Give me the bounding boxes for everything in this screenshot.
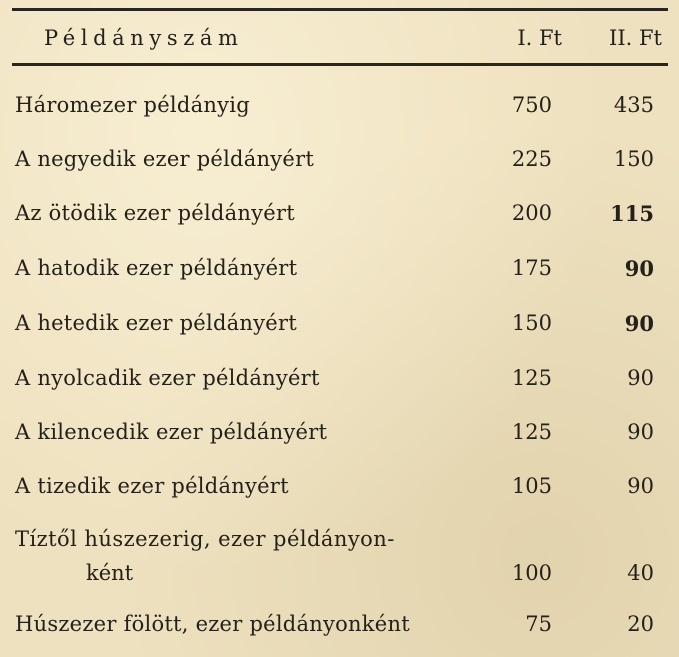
row-price-1: 225 <box>511 147 552 171</box>
row-price-1: 105 <box>511 474 552 498</box>
row-price-1: 175 <box>511 256 552 280</box>
table-header-rule <box>12 63 668 66</box>
table-header <box>0 12 679 62</box>
row-price-2: 90 <box>624 256 654 281</box>
row-price-2: 115 <box>610 201 654 226</box>
row-price-1: 150 <box>511 311 552 335</box>
row-label: Az ötödik ezer példányért <box>15 201 295 225</box>
row-label-line-1: Tíztől húszezerig, ezer példányon- <box>15 527 395 551</box>
row-price-2: 90 <box>627 366 654 390</box>
table-row <box>0 526 679 590</box>
row-label: A hetedik ezer példányért <box>15 311 297 335</box>
row-price-1: 75 <box>525 612 552 636</box>
header-copies: Példányszám <box>44 26 244 50</box>
row-label: A hatodik ezer példányért <box>15 256 298 280</box>
row-price-2: 90 <box>627 474 654 498</box>
row-label: A kilencedik ezer példányért <box>15 420 328 444</box>
row-price-2: 435 <box>613 93 654 117</box>
row-label-line-2: ként <box>86 561 134 585</box>
table-top-rule <box>12 8 668 11</box>
header-price-2: II. Ft <box>609 26 662 50</box>
row-price-1: 100 <box>511 561 552 585</box>
row-price-2: 90 <box>624 311 654 336</box>
row-price-2: 40 <box>627 561 654 585</box>
row-price-2: 150 <box>613 147 654 171</box>
row-price-2: 90 <box>627 420 654 444</box>
row-price-1: 200 <box>511 201 552 225</box>
row-label: Húszezer fölött, ezer példányonként <box>15 612 410 636</box>
row-price-2: 20 <box>627 612 654 636</box>
row-label: A tizedik ezer példányért <box>15 474 289 498</box>
row-label: A negyedik ezer példányért <box>15 147 315 171</box>
header-price-1: I. Ft <box>517 26 562 50</box>
row-price-1: 750 <box>511 93 552 117</box>
row-price-1: 125 <box>511 366 552 390</box>
row-price-1: 125 <box>511 420 552 444</box>
row-label: Háromezer példányig <box>15 93 250 117</box>
row-label: A nyolcadik ezer példányért <box>15 366 320 390</box>
